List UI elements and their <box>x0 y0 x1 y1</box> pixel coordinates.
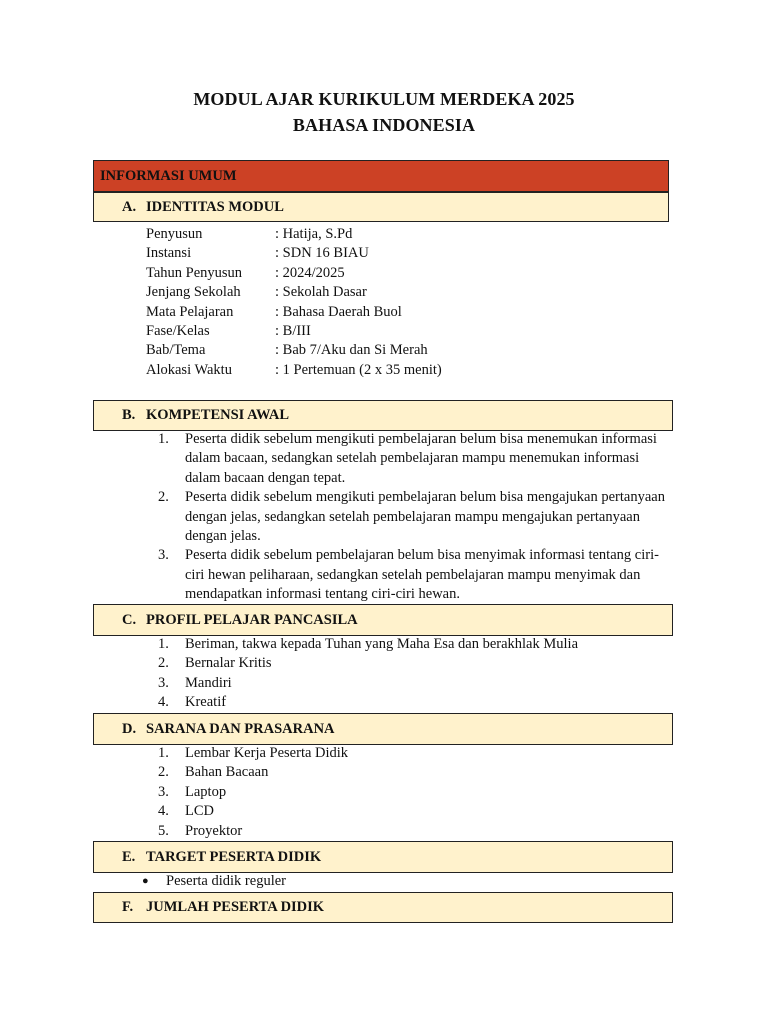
section-f-letter: F. <box>122 899 134 915</box>
identitas-value: : Hatija, S.Pd <box>275 226 353 242</box>
list-item <box>158 430 678 488</box>
identitas-label: Mata Pelajaran <box>146 303 234 320</box>
list-text: Laptop <box>185 783 227 800</box>
identitas-label: Tahun Penyusun <box>146 264 243 281</box>
list-item <box>158 744 678 763</box>
bullet-icon: ● <box>142 875 149 887</box>
section-c-header <box>93 604 673 636</box>
list-number: 3. <box>158 674 169 691</box>
section-d-letter: D. <box>122 720 137 737</box>
list-number: 2. <box>158 655 169 672</box>
section-c-title: PROFIL PELAJAR PANCASILA <box>146 611 358 628</box>
kompetensi-list <box>158 430 678 605</box>
identitas-row <box>146 244 442 263</box>
identitas-row <box>146 283 442 302</box>
list-item <box>158 802 678 821</box>
identitas-label: Bab/Tema <box>146 342 206 359</box>
identitas-value: : B/III <box>275 322 311 339</box>
sarana-list <box>158 744 678 841</box>
list-number: 5. <box>158 822 169 839</box>
list-text: Lembar Kerja Peserta Didik <box>185 745 349 761</box>
identitas-value: : 2024/2025 <box>275 264 345 281</box>
list-number: 3. <box>158 547 169 564</box>
identitas-label: Penyusun <box>146 226 203 242</box>
identitas-value: : SDN 16 BIAU <box>275 245 369 262</box>
identitas-value: : Bahasa Daerah Buol <box>275 303 402 320</box>
list-item <box>158 763 678 782</box>
section-b-header <box>93 400 673 431</box>
list-item <box>158 822 678 841</box>
section-f-header <box>93 892 673 923</box>
list-item <box>158 635 678 654</box>
identitas-row <box>146 361 442 380</box>
list-item <box>158 674 678 693</box>
list-item <box>158 488 678 546</box>
list-item <box>158 783 678 802</box>
identitas-label: Jenjang Sekolah <box>146 284 241 301</box>
list-number: 4. <box>158 694 169 711</box>
list-text: LCD <box>185 803 214 820</box>
informasi-umum-label: INFORMASI UMUM <box>100 167 237 184</box>
identitas-label: Fase/Kelas <box>146 322 210 339</box>
list-text: Bahan Bacaan <box>185 764 269 781</box>
section-e-letter: E. <box>122 848 136 865</box>
document-subtitle: BAHASA INDONESIA <box>292 115 476 135</box>
profil-list <box>158 635 678 713</box>
list-text: Peserta didik sebelum mengikuti pembelajaran belum bisa mengajukan pertanyaan dengan jelas, sedangkan setelah pembelajaran mampu mengajukan pertanyaan dengan jelas. <box>185 489 665 545</box>
section-f-title: JUMLAH PESERTA DIDIK <box>146 899 325 915</box>
list-item <box>158 654 678 673</box>
list-number: 2. <box>158 489 169 506</box>
list-number: 1. <box>158 431 169 447</box>
informasi-umum-header <box>93 160 669 192</box>
list-number: 3. <box>158 783 169 800</box>
list-number: 1. <box>158 636 169 652</box>
list-text: Kreatif <box>185 694 227 711</box>
section-e-title: TARGET PESERTA DIDIK <box>146 848 322 865</box>
section-d-header <box>93 713 673 745</box>
identitas-row <box>146 341 442 360</box>
identitas-label: Alokasi Waktu <box>146 361 232 378</box>
section-b-letter: B. <box>122 407 136 423</box>
identitas-row <box>146 264 442 283</box>
target-text: Peserta didik reguler <box>166 873 286 889</box>
list-text: Mandiri <box>185 674 232 691</box>
list-text: Peserta didik sebelum mengikuti pembelajaran belum bisa menemukan informasi dalam bacaan, sedangkan setelah pembelajaran mampu menemukan informasi dalam bacaan dengan tepat. <box>185 431 657 486</box>
section-a-header <box>93 192 669 222</box>
identitas-value: : 1 Pertemuan (2 x 35 menit) <box>275 361 442 378</box>
list-text: Beriman, takwa kepada Tuhan yang Maha Esa dan berakhlak Mulia <box>185 636 579 652</box>
section-c-letter: C. <box>122 611 137 628</box>
section-a-title: IDENTITAS MODUL <box>146 198 284 215</box>
identitas-row <box>146 225 442 244</box>
list-text: Proyektor <box>185 822 243 839</box>
identitas-value: : Bab 7/Aku dan Si Merah <box>275 342 428 359</box>
list-number: 2. <box>158 764 169 781</box>
identitas-value: : Sekolah Dasar <box>275 284 367 301</box>
section-b-title: KOMPETENSI AWAL <box>146 407 290 423</box>
list-number: 1. <box>158 745 169 761</box>
section-a-letter: A. <box>122 198 137 215</box>
identitas-row <box>146 303 442 322</box>
list-text: Peserta didik sebelum pembelajaran belum bisa menyimak informasi tentang ciri-ciri hewan peliharaan, sedangkan setelah pembelajaran mampu menyimak dan mendapatkan informasi tentang ciri-ciri hewan. <box>185 547 659 603</box>
list-number: 4. <box>158 803 169 820</box>
document-title: MODUL AJAR KURIKULUM MERDEKA 2025 <box>193 89 575 109</box>
section-d-title: SARANA DAN PRASARANA <box>146 720 335 737</box>
identitas-label: Instansi <box>146 245 192 262</box>
list-text: Bernalar Kritis <box>185 655 272 672</box>
section-e-header <box>93 841 673 873</box>
identitas-list <box>146 225 442 380</box>
target-item <box>142 872 286 891</box>
list-item <box>158 546 678 604</box>
identitas-row <box>146 322 442 341</box>
list-item <box>158 693 678 712</box>
